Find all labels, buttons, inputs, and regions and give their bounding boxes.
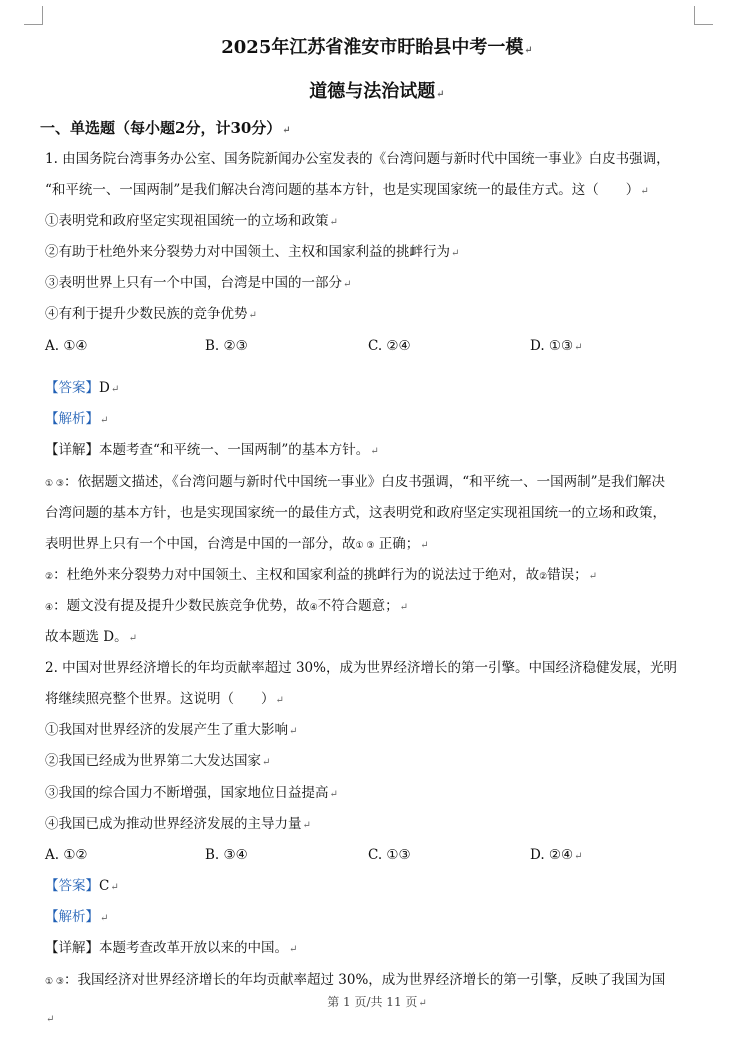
q2-option-b: B. ③④ bbox=[205, 847, 248, 863]
q2-item-4: ④我国已成为推动世界经济发展的主导力量↵ bbox=[45, 816, 311, 832]
page-subtitle: 道德与法治试题↵ bbox=[309, 81, 445, 102]
q2-stem-line2: 将继续照亮整个世界。这说明（ ）↵ bbox=[45, 691, 284, 707]
q2-analysis-label: 【解析】↵ bbox=[45, 909, 109, 925]
q2-option-d: D. ②④↵ bbox=[530, 847, 583, 863]
q1-explanation-line3: 表明世界上只有一个中国，台湾是中国的一部分，故① ③ 正确；↵ bbox=[45, 536, 429, 552]
q1-item-3: ③表明世界上只有一个中国，台湾是中国的一部分↵ bbox=[45, 275, 352, 291]
page-footer: 第 1 页/共 11 页↵ bbox=[327, 995, 427, 1009]
q2-option-a: A. ①② bbox=[45, 847, 88, 863]
q1-explanation-line2: 台湾问题的基本方针，也是实现国家统一的最佳方式，这表明党和政府坚定实现祖国统一的立场和政策， bbox=[45, 505, 666, 521]
q2-item-1: ①我国对世界经济的发展产生了重大影响↵ bbox=[45, 722, 298, 738]
q2-answer: 【答案】C↵ bbox=[45, 878, 119, 894]
section-heading: 一、单选题（每小题2分，计30分）↵ bbox=[40, 119, 291, 137]
q2-item-2: ②我国已经成为世界第二大发达国家↵ bbox=[45, 753, 271, 769]
q1-item-4: ④有利于提升少数民族的竞争优势↵ bbox=[45, 306, 257, 322]
q1-stem-line2: “和平统一、一国两制”是我们解决台湾问题的基本方针，也是实现国家统一的最佳方式。这（ ）↵ bbox=[45, 182, 649, 198]
q2-option-c: C. ①③ bbox=[368, 847, 411, 863]
crop-mark-top-right bbox=[694, 6, 713, 25]
paragraph-mark: ↵ bbox=[46, 1014, 55, 1025]
q2-detail: 【详解】本题考查改革开放以来的中国。↵ bbox=[45, 940, 298, 956]
crop-mark-top-left bbox=[24, 6, 43, 25]
page-title: 2025年江苏省淮安市盱眙县中考一模↵ bbox=[221, 37, 533, 58]
q2-stem-line1: 2. 中国对世界经济增长的年均贡献率超过 30%，成为世界经济增长的第一引擎。中国经济稳健发展，光明 bbox=[45, 660, 677, 676]
q1-option-c: C. ②④ bbox=[368, 338, 411, 354]
q2-explanation-line1: ① ③：我国经济对世界经济增长的年均贡献率超过 30%，成为世界经济增长的第一引擎，反映了我国为国 bbox=[45, 972, 666, 988]
q1-explanation-line4: ②：杜绝外来分裂势力对中国领土、主权和国家利益的挑衅行为的说法过于绝对，故②错误；↵ bbox=[45, 567, 598, 583]
q1-detail: 【详解】本题考查“和平统一、一国两制”的基本方针。↵ bbox=[45, 442, 379, 458]
q1-explanation-line5: ④：题文没有提及提升少数民族竞争优势，故④不符合题意；↵ bbox=[45, 598, 409, 614]
q1-analysis-label: 【解析】↵ bbox=[45, 411, 109, 427]
q1-explanation-line1: ① ③：依据题文描述，《台湾问题与新时代中国统一事业》白皮书强调，“和平统一、一国两制”是我们解决 bbox=[45, 474, 666, 490]
q1-option-d: D. ①③↵ bbox=[530, 338, 583, 354]
q1-item-1: ①表明党和政府坚定实现祖国统一的立场和政策↵ bbox=[45, 213, 338, 229]
q1-option-a: A. ①④ bbox=[45, 338, 88, 354]
q1-conclusion: 故本题选 D。↵ bbox=[45, 629, 138, 645]
q1-stem-line1: 1. 由国务院台湾事务办公室、国务院新闻办公室发表的《台湾问题与新时代中国统一事业》白皮书强调， bbox=[45, 151, 670, 167]
q1-option-b: B. ②③ bbox=[205, 338, 248, 354]
q2-item-3: ③我国的综合国力不断增强，国家地位日益提高↵ bbox=[45, 785, 338, 801]
q1-item-2: ②有助于杜绝外来分裂势力对中国领土、主权和国家利益的挑衅行为↵ bbox=[45, 244, 460, 260]
q1-answer: 【答案】D↵ bbox=[45, 380, 120, 396]
